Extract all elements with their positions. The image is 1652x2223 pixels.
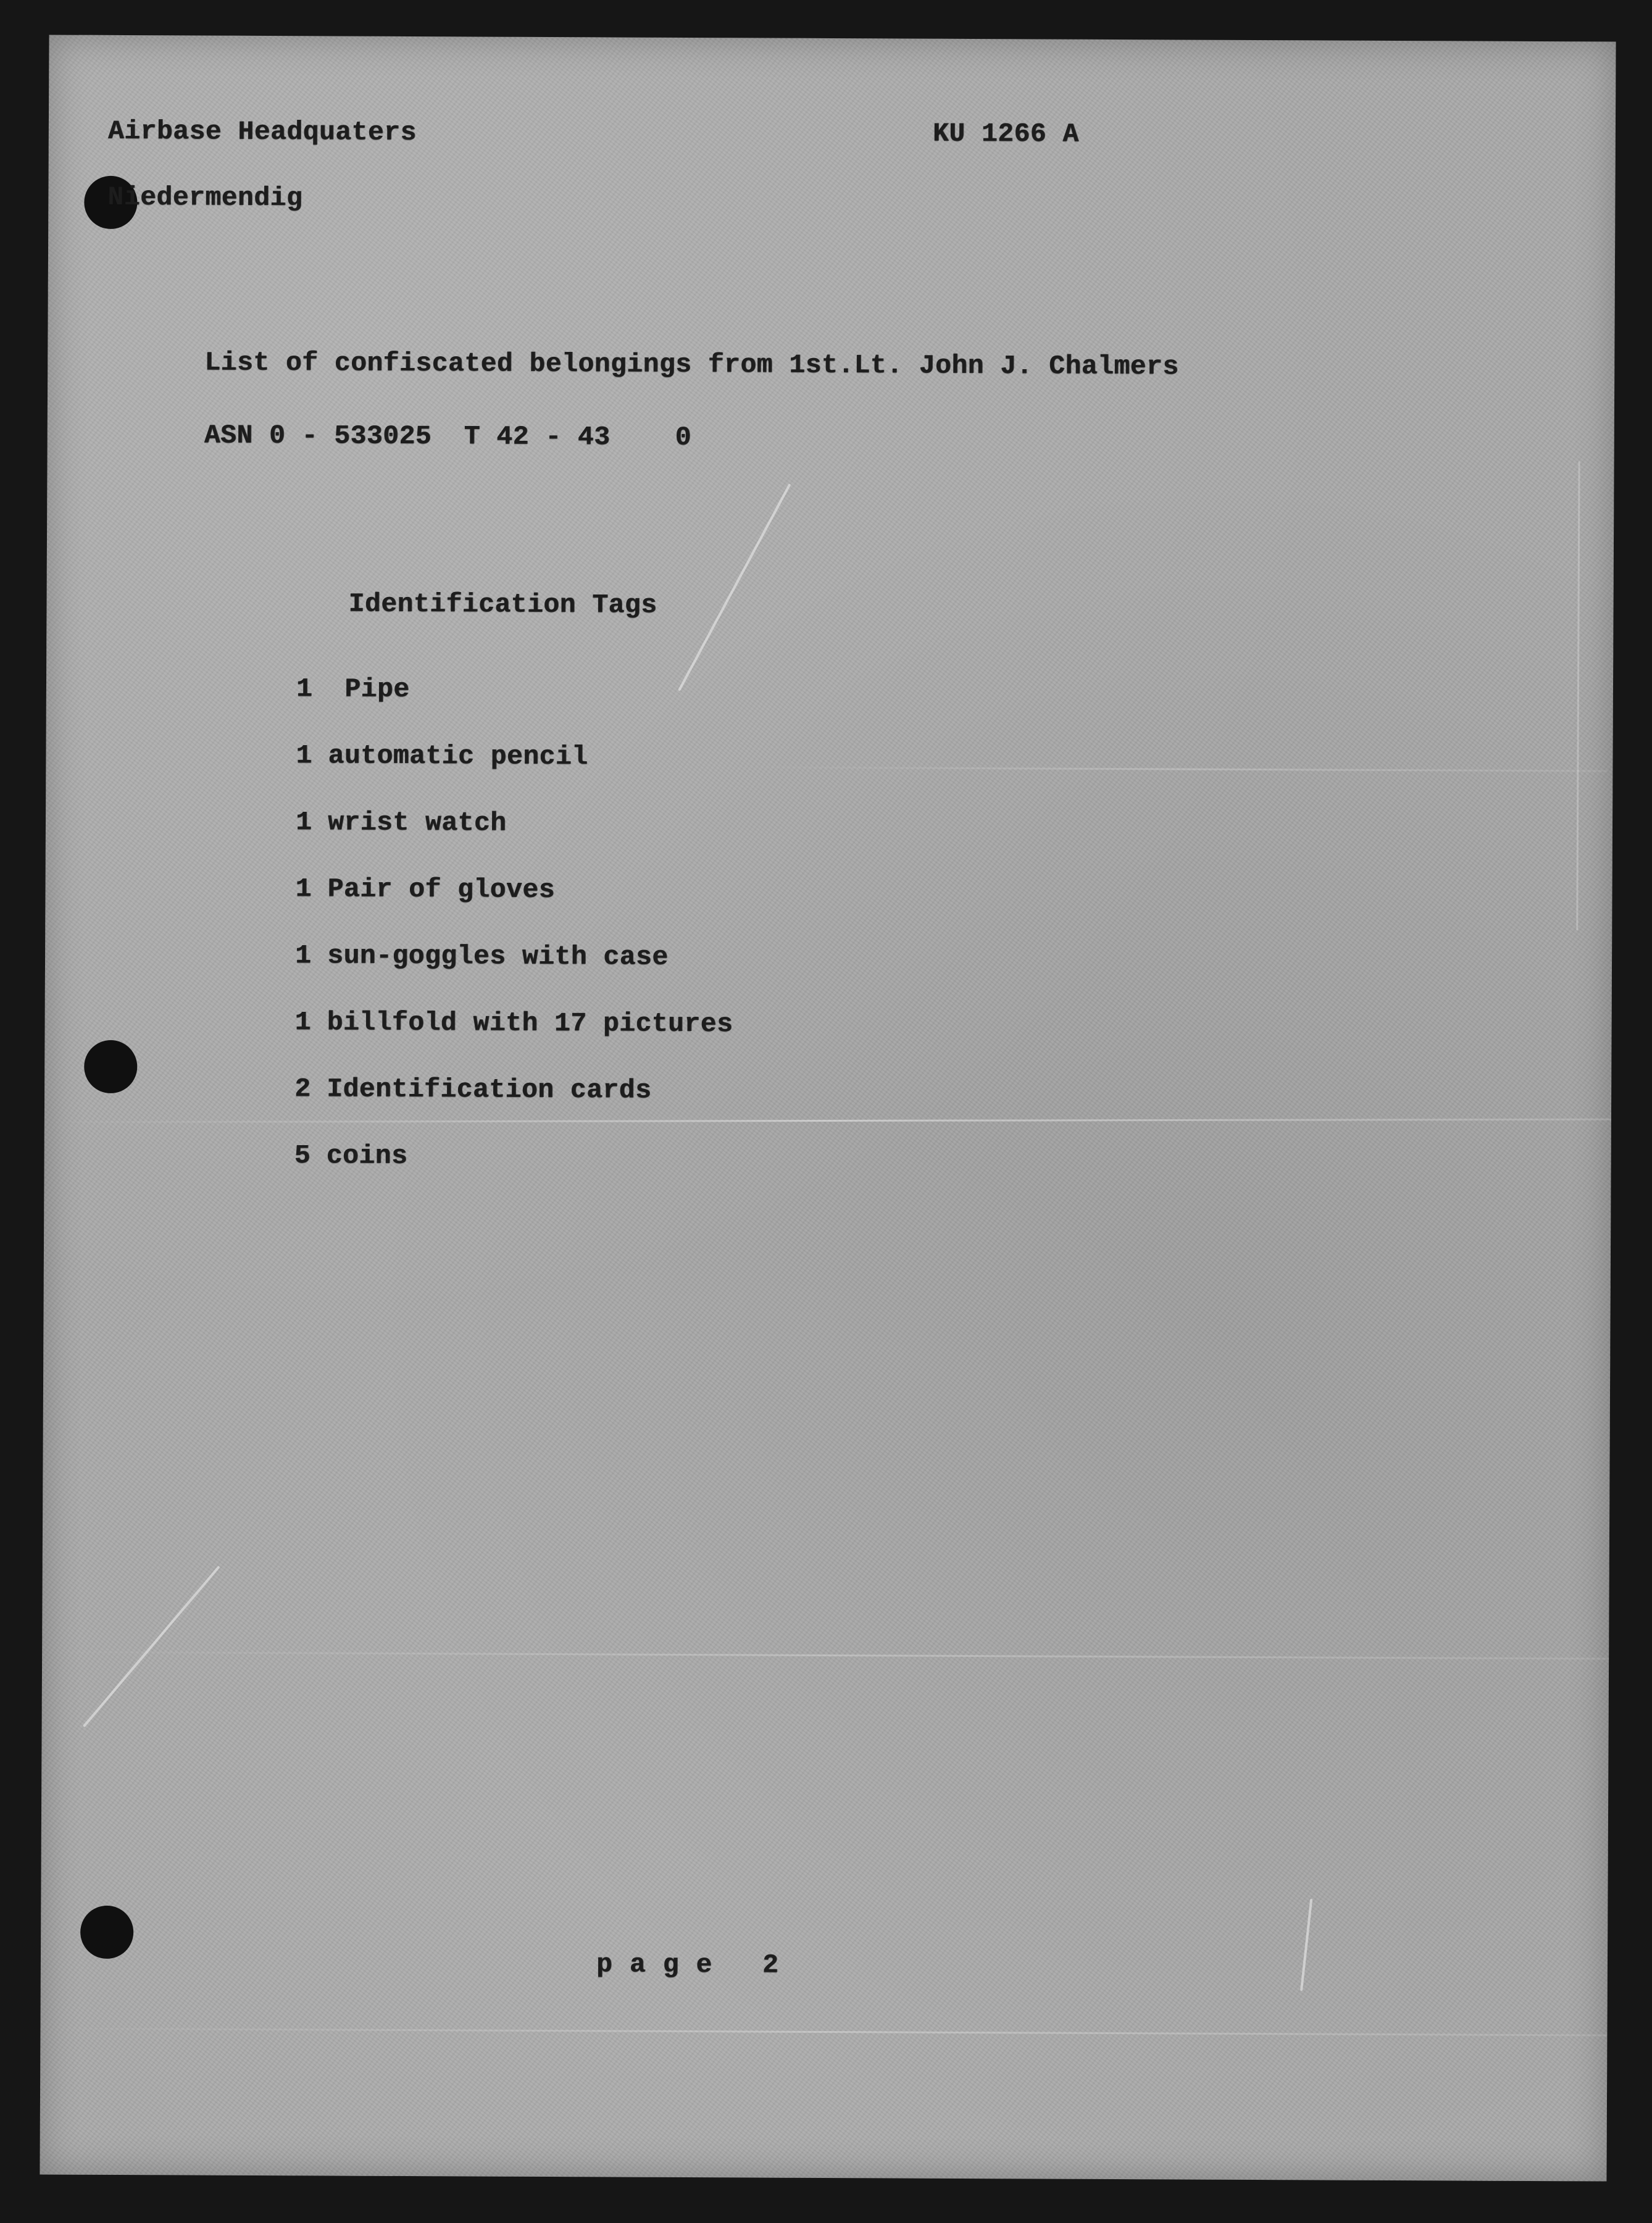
fold-line <box>40 2027 1607 2036</box>
scratch-mark <box>678 483 791 691</box>
item-quantity: 5 <box>294 1140 311 1171</box>
punch-hole-bottom <box>80 1906 133 1959</box>
scratch-mark <box>1300 1899 1312 1992</box>
section-heading: Identification Tags <box>348 588 657 620</box>
list-item <box>295 875 733 944</box>
belongings-list <box>294 675 734 1211</box>
list-item <box>294 1142 732 1211</box>
list-item <box>294 1009 733 1077</box>
header-location: Niedermendig <box>107 181 303 214</box>
item-quantity: 2 <box>294 1074 311 1104</box>
fold-line <box>756 766 1608 772</box>
item-description: billfold with 17 pictures <box>327 1007 733 1040</box>
item-description: Pair of gloves <box>327 874 555 906</box>
scratch-mark <box>1576 461 1580 930</box>
item-description: sun-goggles with case <box>327 940 669 972</box>
punch-hole-middle <box>84 1040 137 1093</box>
fold-line <box>42 1651 1609 1659</box>
list-item <box>296 809 734 877</box>
item-description: Identification cards <box>327 1074 652 1106</box>
item-description: wrist watch <box>327 807 507 838</box>
item-quantity: 1 <box>295 874 312 904</box>
document-title: List of confiscated belongings from 1st.Lt. John J. Chalmers <box>204 347 1179 382</box>
item-description: automatic pencil <box>328 740 588 772</box>
list-item <box>294 1075 733 1144</box>
paper-sheet <box>40 35 1616 2181</box>
item-quantity: 1 <box>296 674 313 704</box>
item-quantity: 1 <box>296 740 312 771</box>
list-item <box>295 942 733 1011</box>
item-quantity: 1 <box>294 940 312 971</box>
serial-number-line: ASN 0 - 533025 T 42 - 43 0 <box>204 420 691 453</box>
item-description: Pipe <box>328 674 410 705</box>
header-unit: Airbase Headquaters <box>107 115 417 148</box>
item-quantity: 1 <box>295 807 312 838</box>
list-item <box>296 742 734 811</box>
file-reference: KU 1266 A <box>932 118 1079 149</box>
list-item <box>296 675 735 744</box>
item-description: coins <box>326 1140 408 1172</box>
fold-line <box>44 1119 1611 1123</box>
item-quantity: 1 <box>294 1007 312 1038</box>
scratch-mark <box>83 1566 220 1727</box>
page-number: page 2 <box>596 1949 796 1980</box>
